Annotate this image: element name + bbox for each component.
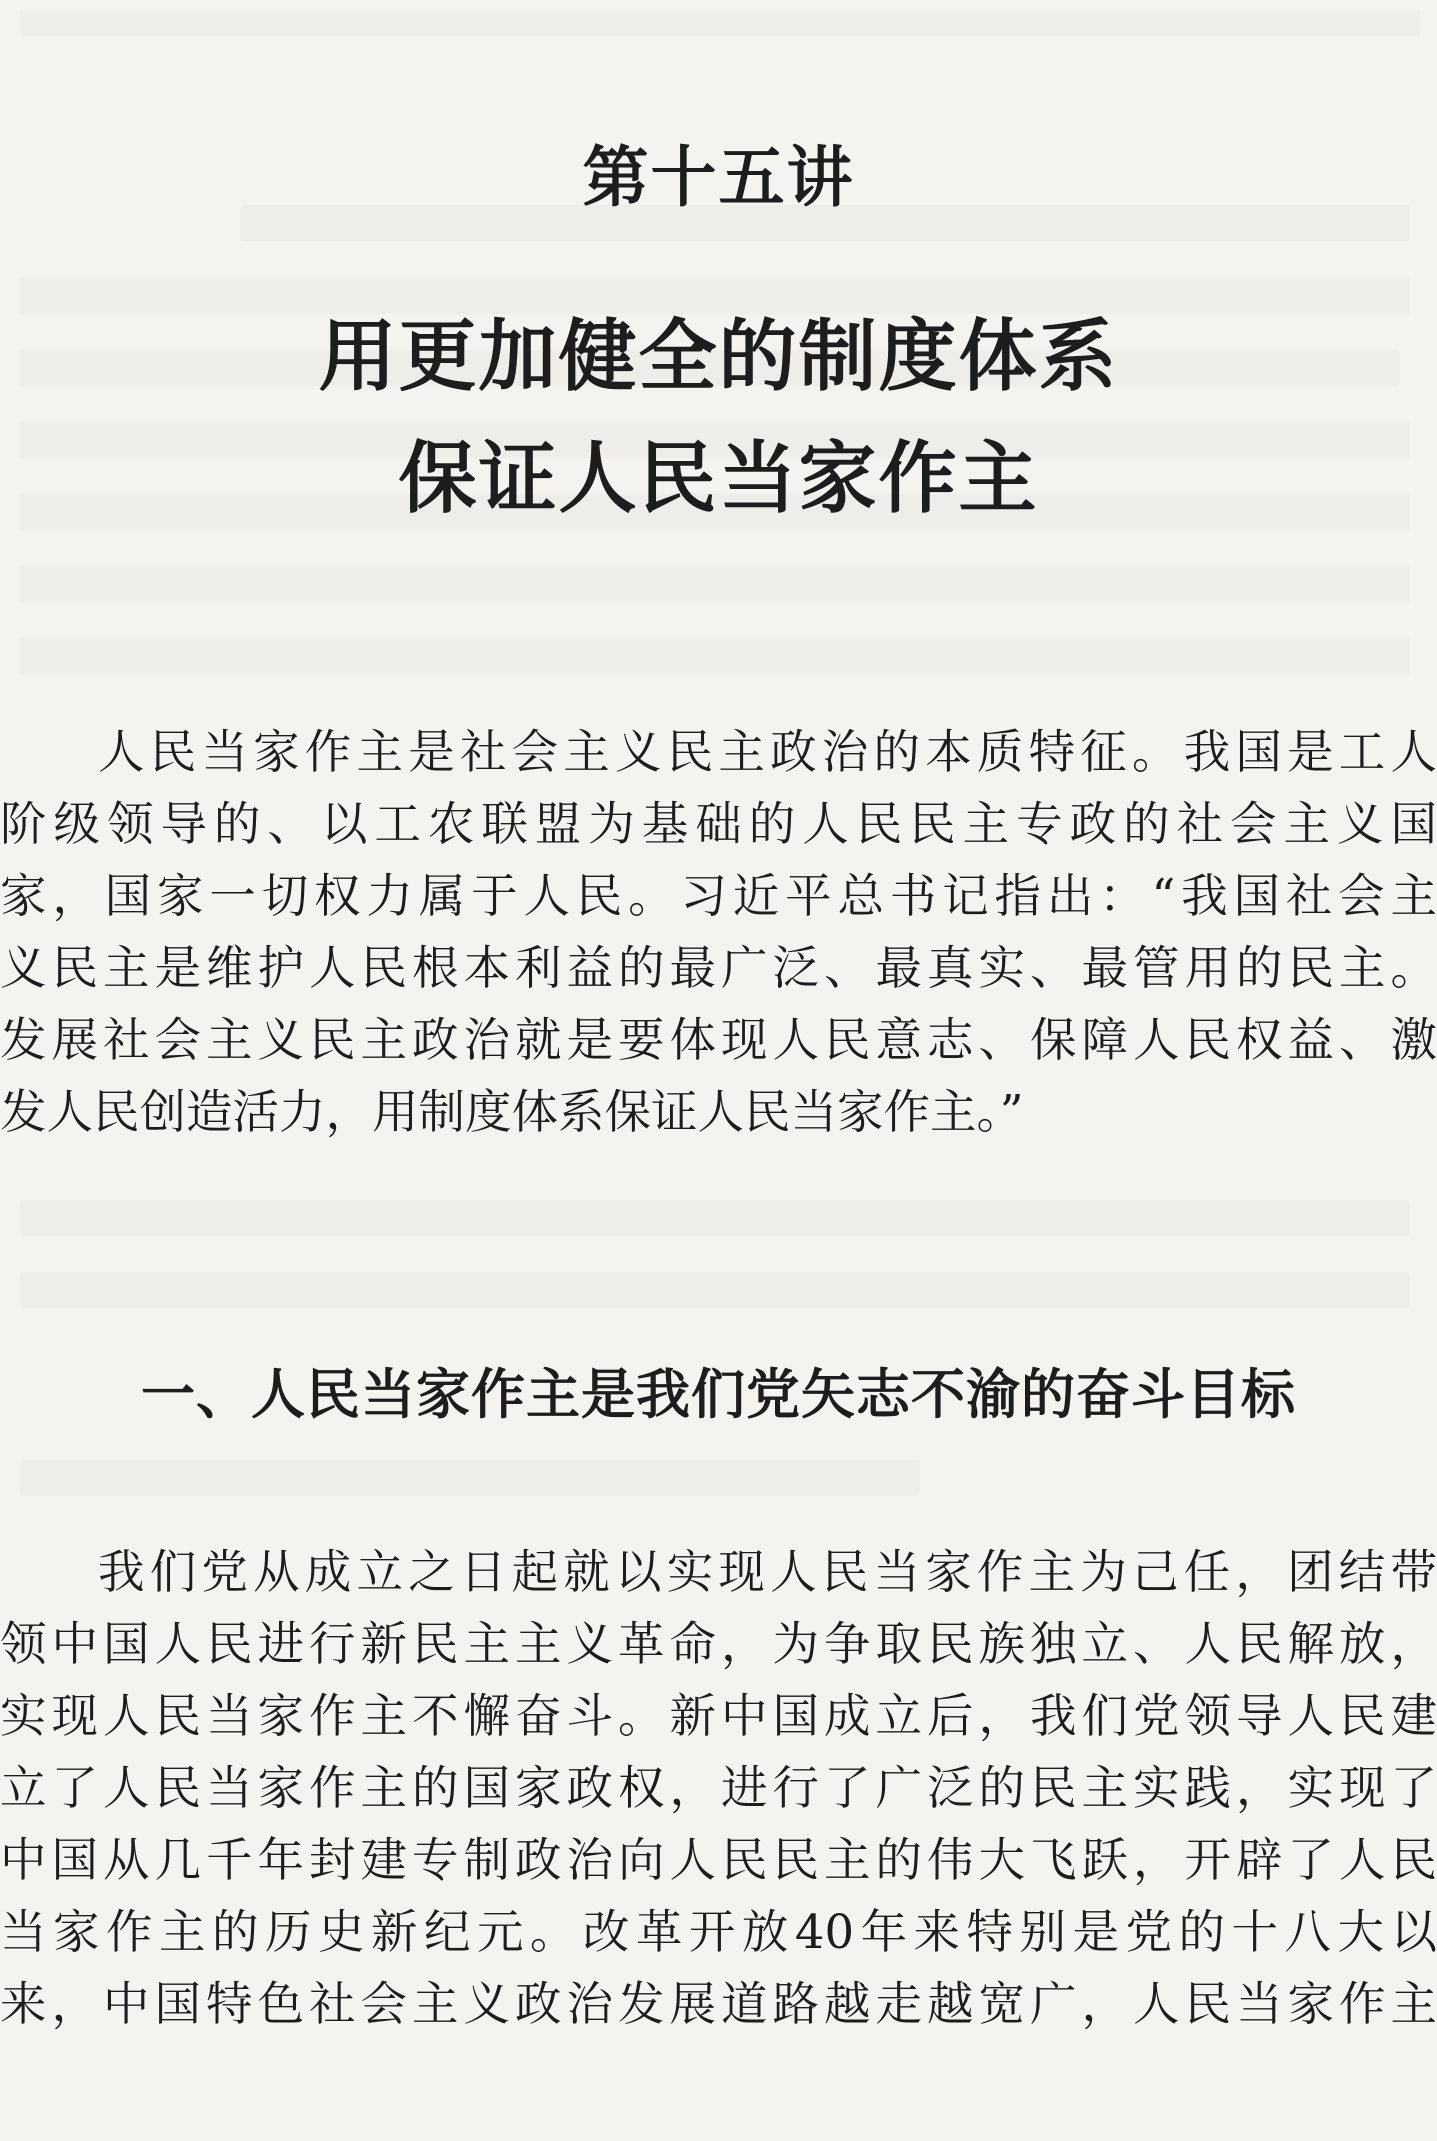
section-heading: 一、人民当家作主是我们党矢志不渝的奋斗目标 xyxy=(141,1363,1296,1426)
chapter-title-line: 保证人民当家作主 xyxy=(398,434,1039,524)
text-line: 当家作主的历史新纪元。改革开放40年来特别是党的十八大以 xyxy=(0,1905,1437,1959)
text-line: 阶级领导的、以工农联盟为基础的人民民主专政的社会主义国 xyxy=(0,797,1437,851)
lecture-number: 第十五讲 xyxy=(582,139,855,216)
body-paragraph xyxy=(0,1536,1437,2040)
text-line: 实现人民当家作主不懈奋斗。新中国成立后，我们党领导人民建 xyxy=(0,1689,1437,1743)
chapter-title-line: 用更加健全的制度体系 xyxy=(318,312,1119,402)
text-line: 中国从几千年封建专制政治向人民民主的伟大飞跃，开辟了人民 xyxy=(0,1833,1437,1887)
text-line: 领中国人民进行新民主主义革命，为争取民族独立、人民解放， xyxy=(0,1617,1437,1671)
text-line: 发人民创造活力，用制度体系保证人民当家作主。” xyxy=(0,1085,1024,1139)
text-line: 立了人民当家作主的国家政权，进行了广泛的民主实践，实现了 xyxy=(0,1761,1437,1815)
chapter-title xyxy=(0,296,1437,540)
text-line: 义民主是维护人民根本利益的最广泛、最真实、最管用的民主。 xyxy=(0,941,1437,995)
text-line: 发展社会主义民主政治就是要体现人民意志、保障人民权益、激 xyxy=(0,1013,1437,1067)
text-line: 家，国家一切权力属于人民。习近平总书记指出：“我国社会主 xyxy=(0,869,1437,923)
text-line: 我们党从成立之日起就以实现人民当家作主为己任，团结带 xyxy=(98,1545,1437,1599)
text-line: 人民当家作主是社会主义民主政治的本质特征。我国是工人 xyxy=(98,725,1437,779)
intro-paragraph xyxy=(0,716,1437,1148)
text-line: 来，中国特色社会主义政治发展道路越走越宽广，人民当家作主 xyxy=(0,1977,1437,2031)
